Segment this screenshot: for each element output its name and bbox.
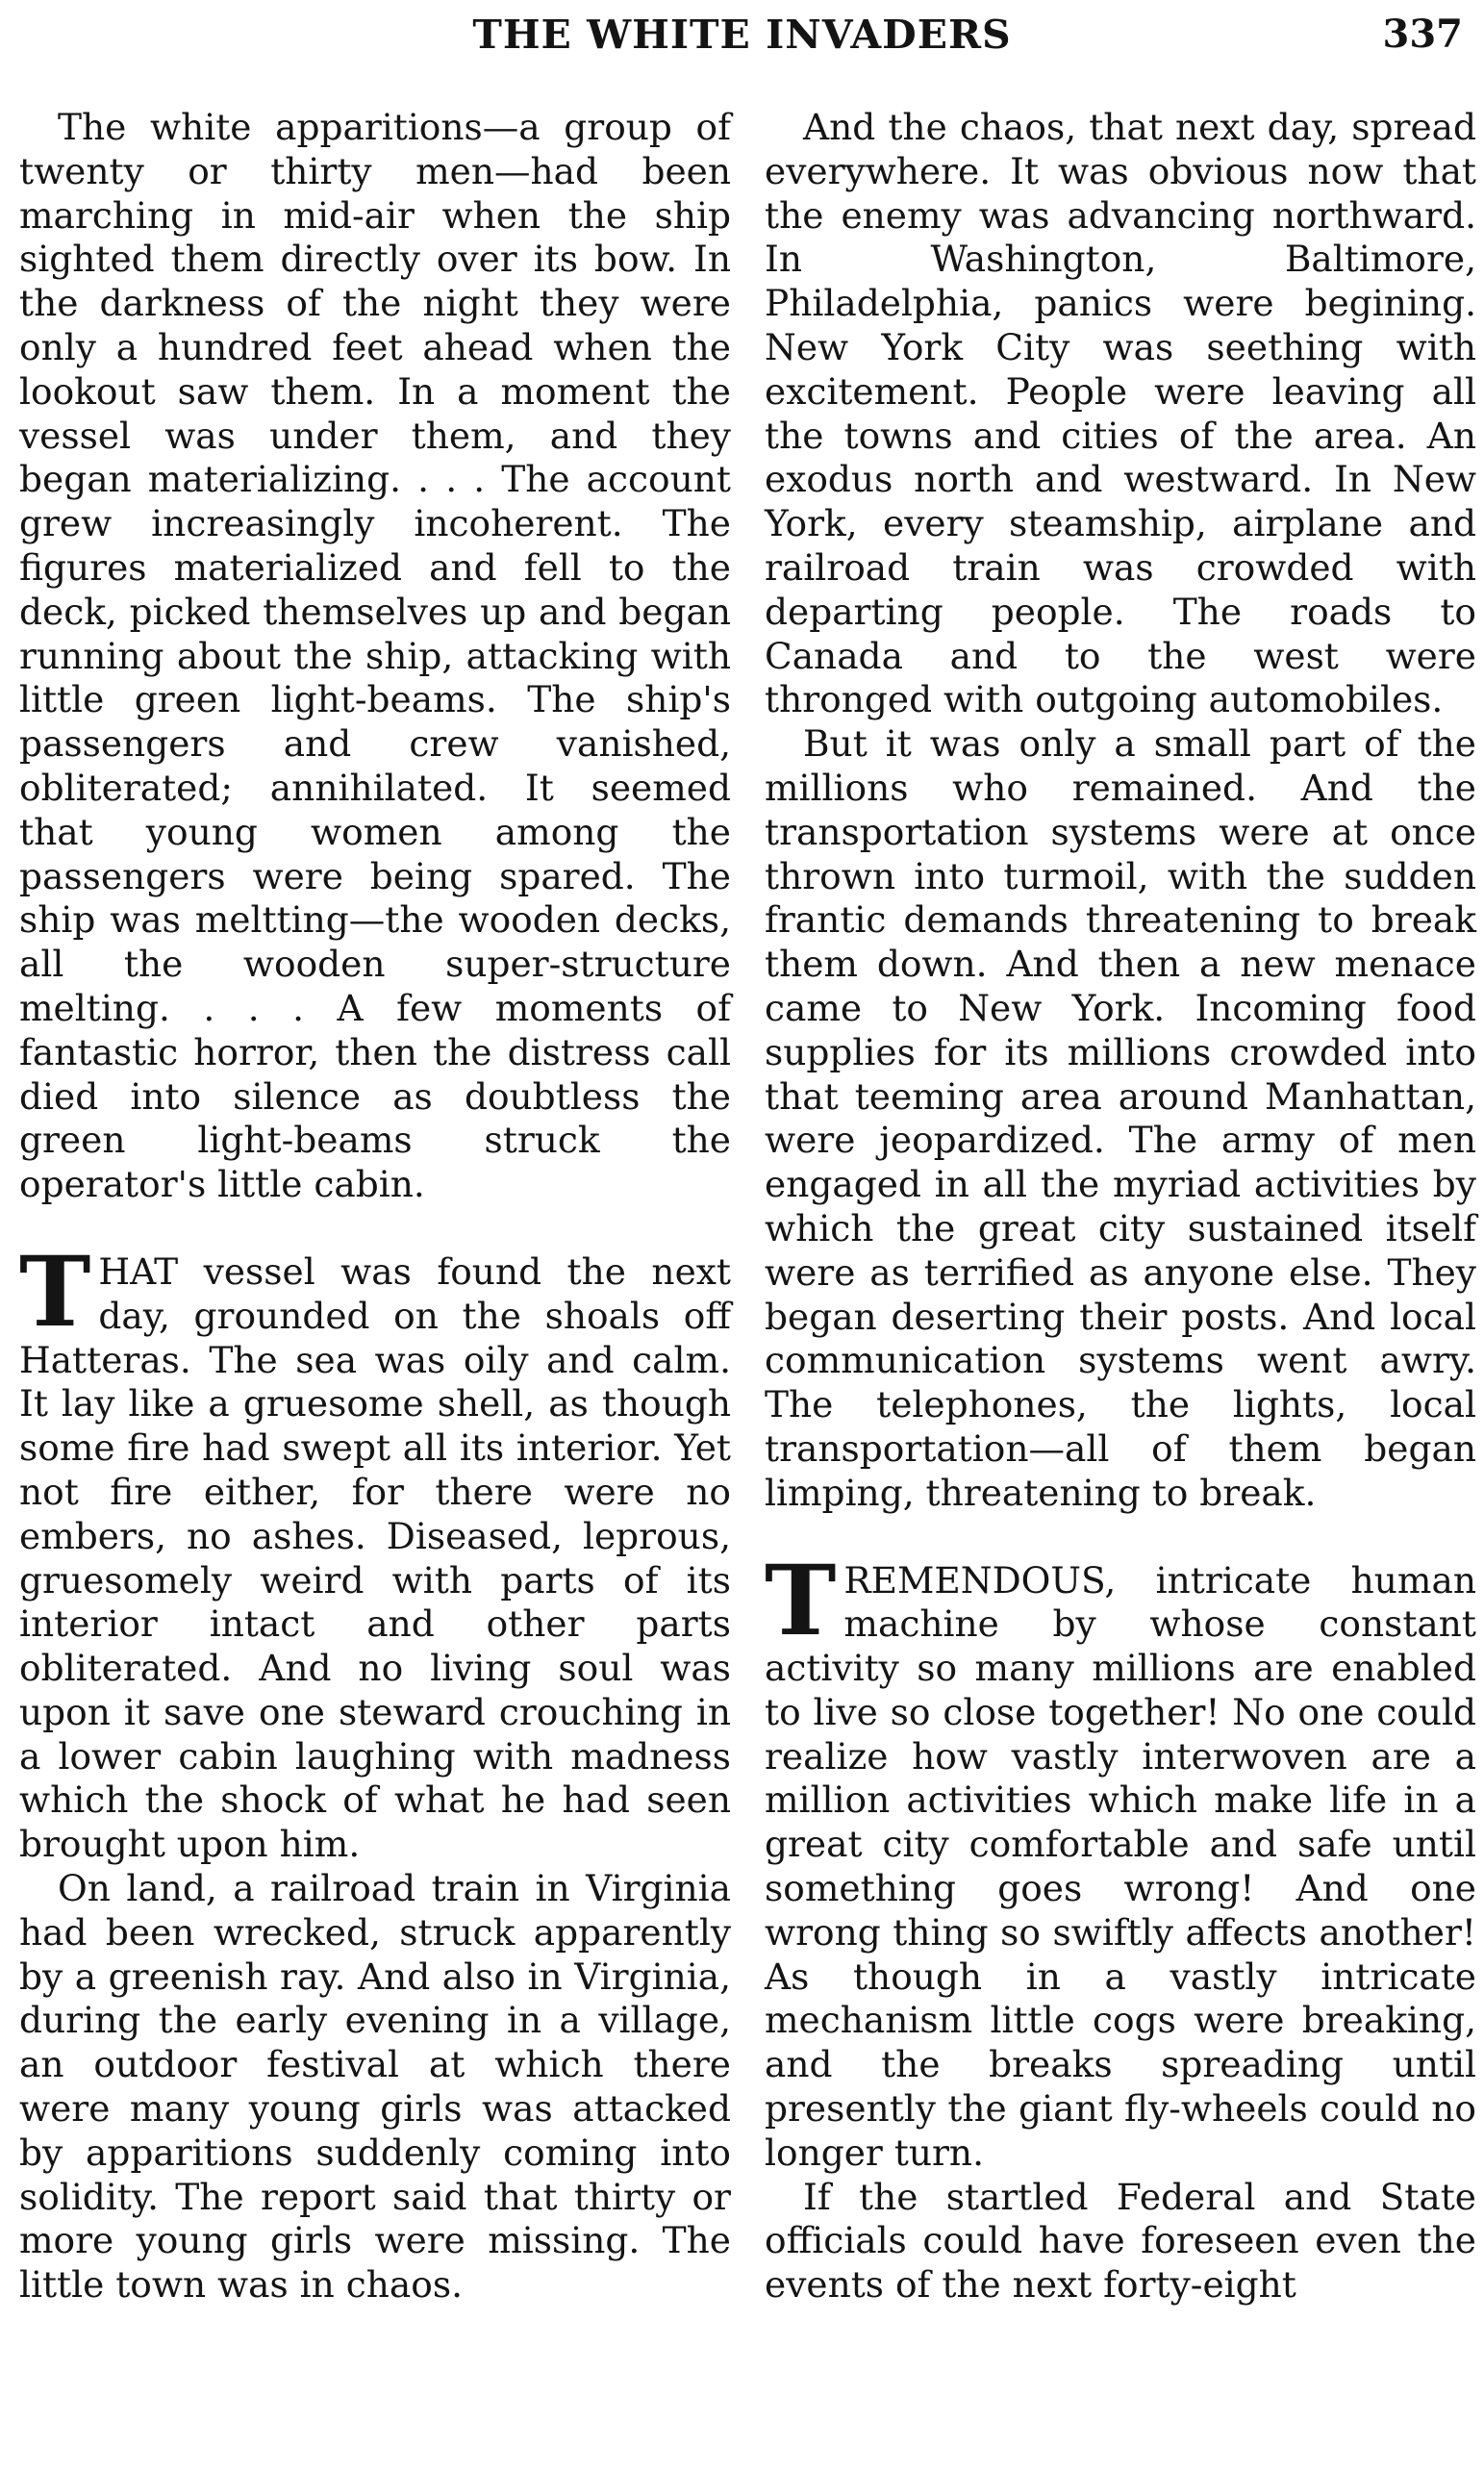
page-title: THE WHITE INVADERS [472, 12, 1012, 58]
paragraph: If the startled Federal and State officials could have foreseen even the events of the next forty-eight [765, 2175, 1476, 2307]
paragraph-text: HAT vessel was found the next day, grounded on the shoals off Hatteras. The sea was oily and calm. It lay like a gruesome shell, as though some fire had swept all its interior. Yet not fire either, for there were no embers, no ashes. Diseased, leprous, gruesomely weird with parts of its interior intact and other parts obliterated. And no living soul was upon it save one steward crouching in a lower cabin laughing with madness which the shock of what he had seen brought upon him. [19, 1249, 731, 1866]
paragraph: And the chaos, that next day, spread everywhere. It was obvious now that the enemy was advancing northward. In Washington, Baltimore, Philadelphia, panics were begining. New York City was seething with excitement. People were leaving all the towns and cities of the area. An exodus north and westward. In New York, every steamship, airplane and railroad train was crowded with departing people. The roads to Canada and to the west were thronged with outgoing automobiles. [765, 106, 1476, 721]
paragraph-with-drop-cap [765, 1543, 1476, 2176]
paragraph: But it was only a small part of the millions who remained. And the transportation systems were at once thrown into turmoil, with the sudden frantic demands threatening to break them down. And then a new menace came to New York. Incoming food supplies for its millions crowded into that teeming area around Manhattan, were jeopardized. The army of men engaged in all the myriad activities by which the great city sustained itself were as terrified as anyone else. They began deserting their posts. And local communication systems went awry. The telephones, the lights, local transportation—all of them began limping, threatening to break. [765, 722, 1476, 1514]
paragraph: On land, a railroad train in Virginia had been wrecked, struck apparently by a greenish ray. And also in Virginia, during the early evening in a village, an outdoor festival at which there were many young girls was attacked by apparitions suddenly coming into solidity. The report said that thirty or more young girls were missing. The little town was in chaos. [19, 1867, 731, 2307]
running-head [0, 6, 1484, 73]
page-number: 337 [1382, 12, 1463, 57]
drop-cap: T [19, 1234, 91, 1349]
paragraph-text: REMENDOUS, intricate human machine by whose constant activity so many millions are enabled to live so close together! No one could realize how vastly interwoven are a million activities which make life in a great city comfortable and safe until something goes wrong! And one wrong thing so swiftly affects another! As though in a vastly intricate mechanism little cogs were breaking, and the breaks spreading until presently the giant fly-wheels could no longer turn. [765, 1558, 1476, 2174]
right-column [765, 106, 1476, 2308]
left-column [19, 106, 731, 2308]
drop-cap: T [765, 1543, 837, 1657]
paragraph-with-drop-cap [19, 1234, 731, 1867]
paragraph: The white apparitions—a group of twenty or thirty men—had been marching in mid-air when the ship sighted them directly over its bow. In the darkness of the night they were only a hundred feet ahead when the lookout saw them. In a moment the vessel was under them, and they began materializing. . . . The account grew increasingly incoherent. The figures materialized and fell to the deck, picked themselves up and began running about the ship, attacking with little green light-beams. The ship's passengers and crew vanished, obliterated; annihilated. It seemed that young women among the passengers were being spared. The ship was meltting—the wooden decks, all the wooden super-structure melting. . . . A few moments of fantastic horror, then the distress call died into silence as doubtless the green light-beams struck the operator's little cabin. [19, 106, 731, 1206]
